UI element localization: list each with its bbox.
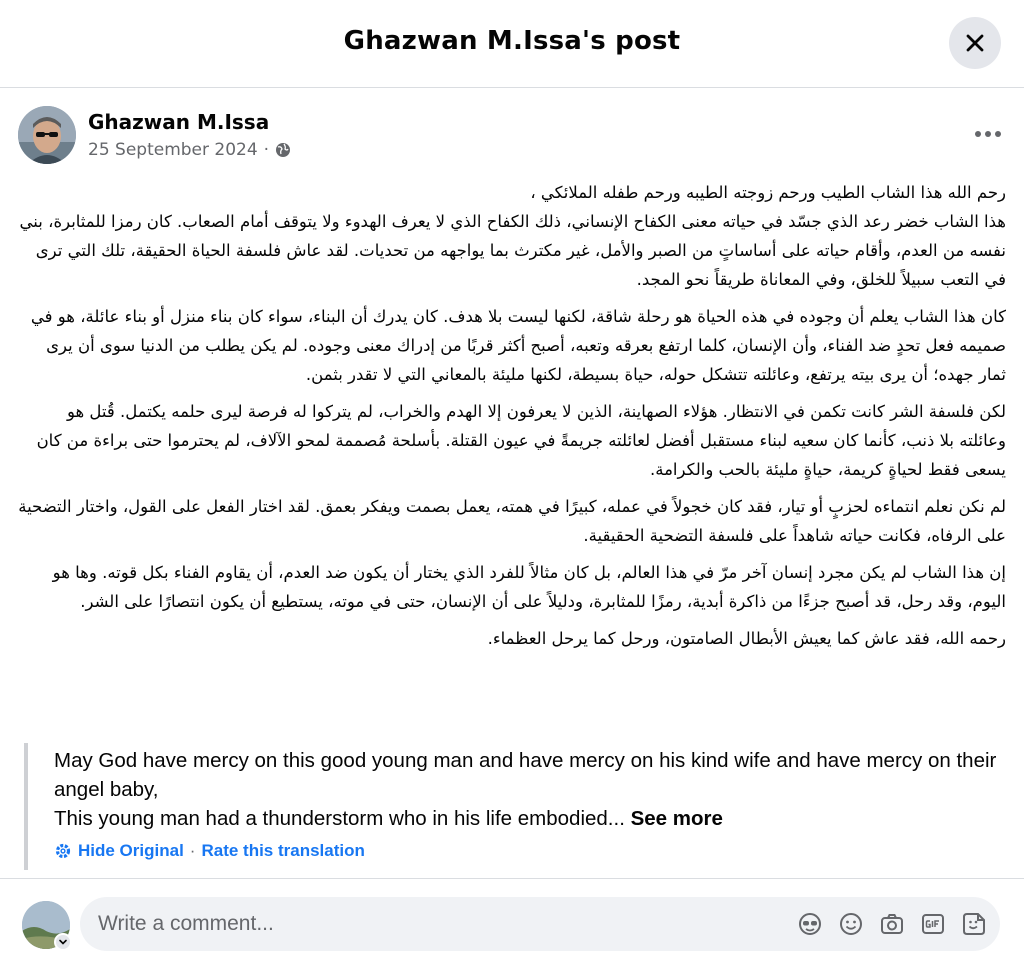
translation-block	[24, 743, 1008, 870]
post-options-button[interactable]	[968, 116, 1008, 152]
post-paragraph: لم نكن نعلم انتماءه لحزبٍ أو تيار، فقد كان خجولاً في عمله، كبيرًا في همته، يعمل بصمت ويفكر بعمق. لقد اختار الفعل على القول، واختار التضحية على الرفاه، فكانت حياته شاهداً على فلسفة التضحية الحقيقية.	[18, 497, 1006, 545]
translation-actions	[54, 841, 1008, 861]
avatar-sticker-button[interactable]	[796, 909, 824, 939]
photo-button[interactable]	[878, 909, 906, 939]
globe-icon	[275, 142, 291, 158]
more-dot-icon	[985, 131, 991, 137]
post-paragraph: لكن فلسفة الشر كانت تكمن في الانتظار. هؤلاء الصهاينة، الذين لا يعرفون إلا الهدم والخراب، لم يتركوا له فرصة ليرى حلمه يكتمل. قُتل هو وعائلته بلا ذنب، كأنما كان سعيه لبناء مستقبل أفضل لعائلته جريمةً في عيون القتلة. بأسلحة مُصممة لمحو الآلاف، لم يحترموا حتى براءة من كان يسعى فقط لحياةٍ كريمة، حياةٍ مليئة بالحب والكرامة.	[36, 402, 1006, 479]
close-icon	[963, 31, 987, 55]
rate-translation-link[interactable]: Rate this translation	[201, 841, 365, 860]
dialog-title: Ghazwan M.Issa's post	[343, 26, 681, 56]
camera-icon	[879, 911, 905, 937]
sticker-button[interactable]	[960, 909, 988, 939]
account-switch-button[interactable]	[54, 933, 72, 951]
gif-icon	[920, 911, 946, 937]
post-paragraph: كان هذا الشاب يعلم أن وجوده في هذه الحياة هو رحلة شاقة، لكنها ليست بلا هدف. كان يدرك أن البناء، سواء كان بناء منزل أو بناء عائلة، هو في صميمه فعل تحدٍ ضد الفناء، وأن الإنسان، كلما ارتفع بعرقه وتعبه، أصبح أكثر قربًا من إدراك معنى وجوده. لم يكن يطلب من الدنيا سوى أن يرى ثمار جهده؛ أن يرى بيته يرتفع، وعائلته تتشكل حوله، حياة بسيطة، لكنها مليئة بالمعاني التي لا تقدر بثمن.	[30, 307, 1006, 384]
avatar-sticker-icon	[797, 911, 823, 937]
post-date[interactable]: 25 September 2024	[88, 140, 258, 160]
more-dot-icon	[975, 131, 981, 137]
gear-icon	[54, 842, 72, 860]
post-body	[18, 178, 1006, 661]
emoji-icon	[838, 911, 864, 937]
author-name[interactable]: Ghazwan M.Issa	[88, 110, 270, 134]
post-paragraph: إن هذا الشاب لم يكن مجرد إنسان آخر مرّ في هذا العالم، بل كان مثالاً للفرد الذي يختار أن يكون ضد العدم، أن يقاوم الفناء بكل قوته. وها هو اليوم، وقد رحل، قد أصبح جزءًا من ذاكرة أبدية، رمزًا للمثابرة، ودليلاً على أن الإنسان، حتى في موته، يستطيع أن يكون انتصارًا على الشر.	[52, 563, 1006, 611]
comment-tools	[796, 909, 988, 939]
comment-input[interactable]	[80, 897, 780, 951]
actions-separator: ·	[189, 841, 196, 860]
more-dot-icon	[995, 131, 1001, 137]
hide-original-link[interactable]: Hide Original	[78, 841, 184, 860]
translated-text: May God have mercy on this good young man and have mercy on his kind wife and have mercy on their angel baby, This young man had a thunderstorm who in his life embodied...	[54, 749, 997, 830]
emoji-button[interactable]	[837, 909, 865, 939]
see-more-link[interactable]: See more	[630, 807, 723, 830]
gif-button[interactable]	[919, 909, 947, 939]
post-dialog-header	[0, 0, 1024, 88]
chevron-down-icon	[58, 937, 68, 947]
post-paragraph: رحم الله هذا الشاب الطيب ورحم زوجته الطيبه ورحم طفله الملائكي ، هذا الشاب خضر رعد الذي جسّد في حياته معنى الكفاح الإنساني، ذلك الكفاح الذي لا يعرف الهدوء ولا يتوقف أمام الصعاب. كان رمزا للمثابرة، بني نفسه من العدم، وأقام حياته على أساساتٍ من الصبر والأمل، غير مكترث بما يواجهه من تحديات. لقد عاش فلسفة الحياة الحقيقة، تلك التي ترى في التعب سبيلاً للخلق، وفي المعاناة طريقاً نحو المجد.	[19, 183, 1006, 289]
author-avatar[interactable]	[18, 106, 76, 164]
post-meta	[88, 140, 291, 160]
comment-composer	[0, 878, 1024, 974]
post-author-row	[18, 106, 1008, 166]
post-paragraph: رحمه الله، فقد عاش كما يعيش الأبطال الصامتون، ورحل كما يرحل العظماء.	[487, 629, 1006, 648]
close-button[interactable]	[949, 17, 1001, 69]
translation-text-container	[54, 746, 1008, 833]
sticker-icon	[961, 911, 987, 937]
author-photo	[18, 106, 76, 164]
meta-separator: ·	[263, 140, 270, 160]
comment-box	[80, 897, 1000, 951]
